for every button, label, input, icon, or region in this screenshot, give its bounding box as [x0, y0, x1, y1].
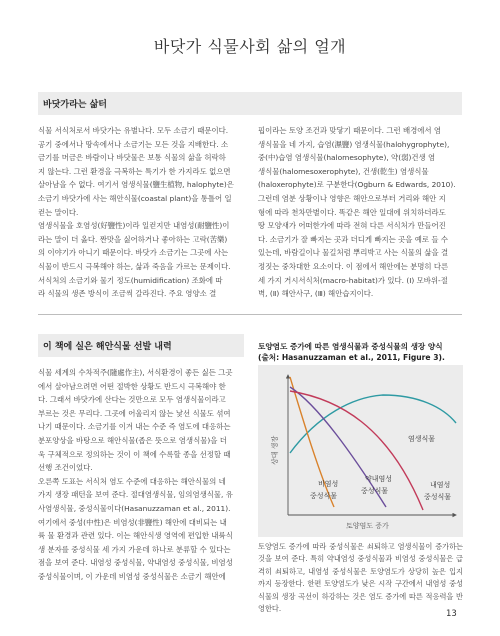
label-halophyte: 염생식물 — [408, 435, 436, 443]
label-weak-tolerant-1: 약내염성 — [365, 475, 393, 483]
x-axis-label: 토양염도 증가 — [346, 522, 389, 530]
curve-halophyte — [290, 395, 456, 453]
label-nonsalt-1: 비염성 — [318, 480, 339, 488]
body-text-selection: 식물 세계의 수차적주(隨處作主), 서식환경이 좋든 싫든 그곳 에서 살아남으려면 어떤 절박한 상황도 반드시 극복해야 한 다. 그래서 바닷가에 산다는 것만으로 모두 염생식물이라고 부르는 것은 무리다. 그곳에 어울리지 않는 낯선 식물도 섞여 나기 때문이다. 소금기를 이겨 내는 수준 즉 염도에 대응하는 분포양상을 바탕으로 해안식물(좁은 뜻으로 염생식물)을 더 욱 구체적으로 정의하는 것이 이 책에 수록할 종을 선정할 때 선행 조건이었다. 오른쪽 도표는 서식처 염도 수준에 대응하는 해안식물의 네 가지 생장 패턴을 보여 준다. 절대염생식물, 임의염생식물, 유 사염생식물, 중성식물이다(Hasanuzzaman et al., 2011). 여기에서 중성(中性)은 비염성(非鹽性) 해안에 대비되는 내 륙 물 환경과 관련 있다. 이는 해안식생 영역에 편입한 내륙식 생 분자를 중성식물 세 가지 가운데 하나로 분류할 수 있다는 점을 보여 준다. 내염성 중성식물, 약내염성 중성식물, 비염성 중성식물이며, 이 가운데 비염성 중성식물은 소금기 해안에 — [38, 368, 233, 581]
section-header-habitat: 바닷가라는 삶터 — [38, 92, 462, 115]
body-text-right-col: 핍이라는 토양 조건과 맞닿기 때문이다. 그런 배경에서 염 생식물을 네 가지, 습염(濕鹽) 염생식물(halohygrophyte), 중(中)습염 염생식물(halomesophyte), 약(弱)건생 염 생식물(halomesoxerophyte), 건생(乾生) 염생식물 (haloxerophyte)로 구분한다(Ogburn & Edwards, 2010). 그런데 염분 상황이나 영향은 해안으로부터 거리와 해안 지 형에 따라 천차만별이다. 똑같은 해안 일대에 위치하더라도 땅 모양새가 어떠한가에 따라 전혀 다른 서식처가 만들어진 다. 소금기가 잘 빠지는 곳과 더디게 빠지는 곳을 예로 들 수 있는데, 바람길이나 물길처럼 뿌리박고 사는 식물의 삶을 결 정짓는 중차대한 요소이다. 이 점에서 해안에는 분명히 다른 세 가지 거시서식처(macro-habitat)가 있다. (Ⅰ) 모바위-절 벽, (Ⅱ) 해안사구, (Ⅲ) 해안습지이다. — [258, 126, 456, 299]
section-header-selection: 이 책에 실은 해안식물 선발 내력 — [38, 334, 244, 357]
body-text-left-col: 식물 서식처로서 바닷가는 유별나다. 모두 소금기 때문이다. 공기 중에서나 땅속에서나 소금기는 모든 것을 지배한다. 소 금기를 머금은 바람이나 바닷물은 보통 식물의 삶을 허락하 지 않는다. 그런 환경을 극복하는 특기가 한 가지라도 없으면 살아남을 수 없다. 여기서 염생식물(鹽生植物, halophyte)은 소금기 바닷가에 사는 해안식물(coastal plant)을 통틀어 일 컫는 말이다. 염생식물을 호염성(好鹽性)이라 일컫지만 내염성(耐鹽性)이 라는 말이 더 옳다. 짠맛을 싫어하거나 좋아하는 고락(苦樂) 의 이야기가 아니기 때문이다. 바닷가 소금기는 그곳에 사는 식물이 반드시 극복해야 하는, 삶과 죽음을 가르는 문제이다. 서식처의 소금기와 물기 정도(humidification) 조화에 따 라 식물의 생존 방식이 조금씩 갈라진다. 주요 영양소 결 — [38, 126, 234, 299]
figure-description: 토양염도 증가에 따라 중성식물은 쇠퇴하고 염생식물이 증가하는 것을 보여 준다. 특히 약내염성 중성식물과 비염성 중성식물은 급격히 쇠퇴하고, 내염성 중성식물은 토양염도가 상당히 높은 입지까지 등장한다. 한편 토양염도가 낮은 시작 구간에서 내염성 중성식물의 생장 곡선이 하강하는 것은 염도 증가에 따른 적응력을 반영한다. — [258, 542, 463, 614]
page-number: 13 — [446, 609, 457, 619]
label-nonsalt-2: 중성식물 — [310, 492, 338, 500]
label-tolerant-1: 내염성 — [430, 481, 451, 489]
label-weak-tolerant-2: 중성식물 — [361, 487, 389, 495]
page-title: 바닷가 식물사회 삶의 얼개 — [153, 37, 347, 56]
y-axis-label: 상대 생장 — [271, 435, 279, 465]
label-tolerant-2: 중성식물 — [424, 493, 452, 501]
figure-panel — [258, 365, 463, 537]
figure-caption-title: 토양염도 증가에 따른 염생식물과 중성식물의 생장 양식 — [258, 342, 443, 351]
figure-caption-source: (출처: Hasanuzzaman et al., 2011, Figure 3). — [258, 353, 445, 362]
figure-caption — [258, 341, 463, 363]
growth-curve-diagram — [258, 365, 463, 537]
section-divider — [38, 314, 462, 315]
